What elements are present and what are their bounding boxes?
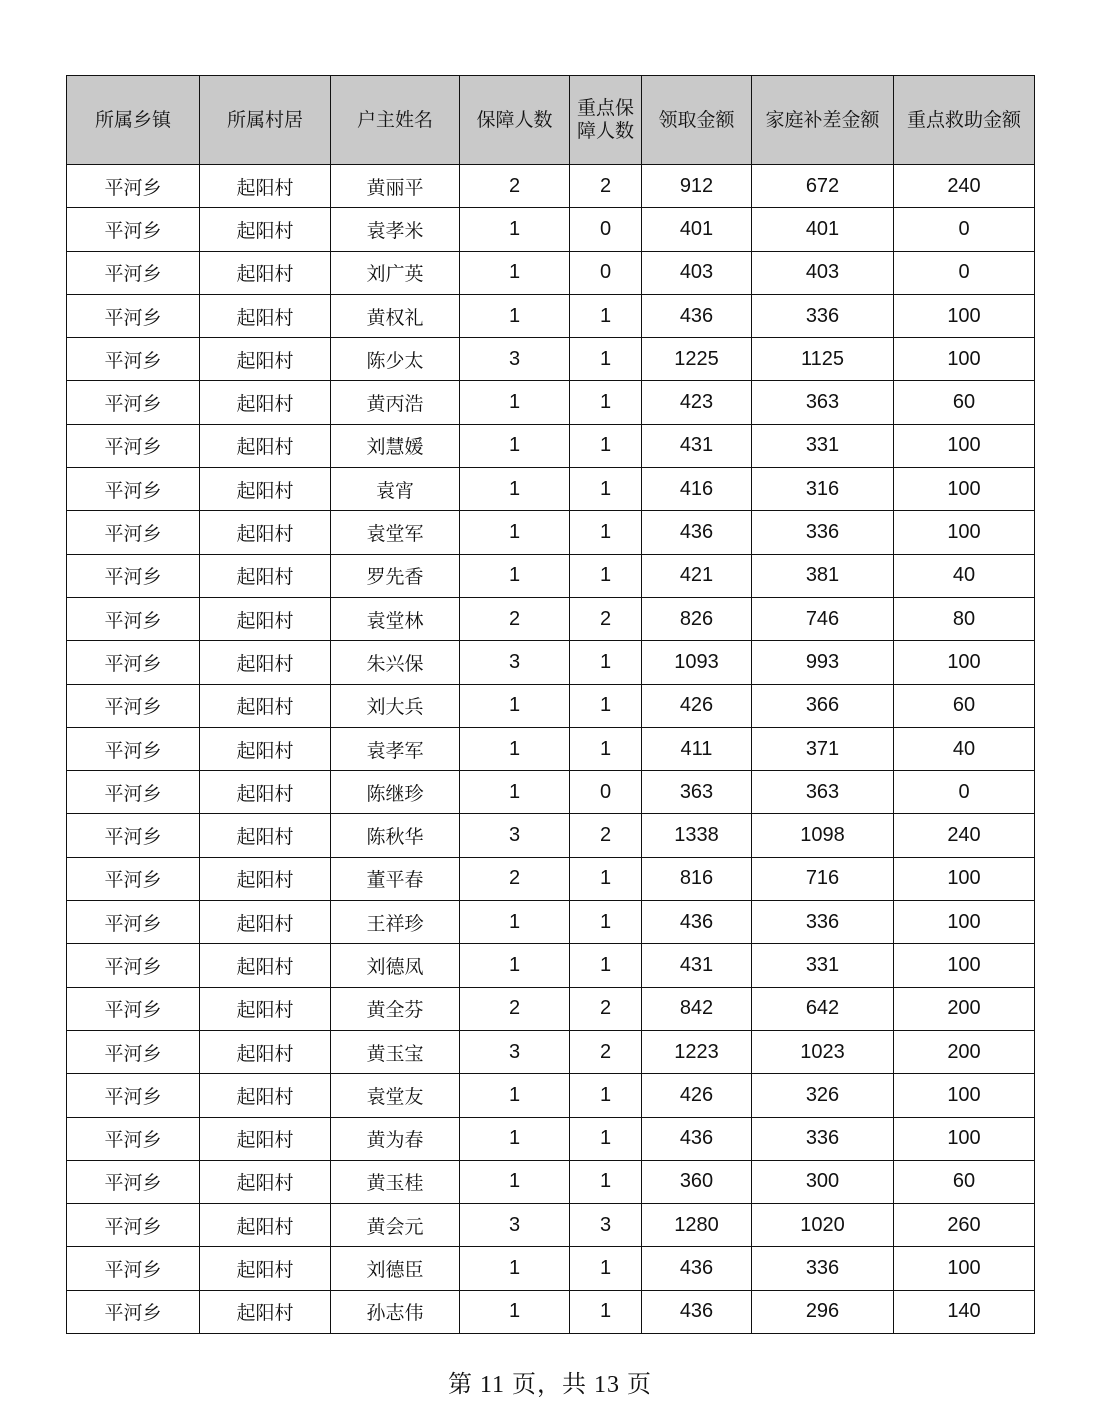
cell-family-supplement: 336 [752,511,894,554]
cell-key-assistance: 100 [894,944,1035,987]
cell-covered-persons: 3 [460,1204,570,1247]
cell-village: 起阳村 [200,338,331,381]
cell-village: 起阳村 [200,1247,331,1290]
cell-householder-name: 袁孝米 [331,208,460,251]
cell-village: 起阳村 [200,944,331,987]
cell-amount-received: 411 [642,727,752,770]
cell-covered-persons: 1 [460,294,570,337]
cell-amount-received: 826 [642,597,752,640]
cell-covered-persons: 1 [460,684,570,727]
cell-amount-received: 436 [642,511,752,554]
cell-covered-persons: 1 [460,944,570,987]
cell-key-assistance: 40 [894,727,1035,770]
cell-covered-persons: 3 [460,1030,570,1073]
cell-householder-name: 罗先香 [331,554,460,597]
cell-householder-name: 陈少太 [331,338,460,381]
cell-key-covered-persons: 1 [570,294,642,337]
cell-key-assistance: 100 [894,857,1035,900]
cell-key-covered-persons: 1 [570,641,642,684]
cell-family-supplement: 316 [752,468,894,511]
cell-family-supplement: 331 [752,944,894,987]
cell-amount-received: 363 [642,771,752,814]
cell-covered-persons: 3 [460,814,570,857]
cell-township: 平河乡 [67,1074,200,1117]
table-row [67,1160,1035,1203]
cell-covered-persons: 2 [460,165,570,208]
header-family-supplement: 家庭补差金额 [752,76,894,165]
table-row [67,338,1035,381]
cell-village: 起阳村 [200,987,331,1030]
cell-householder-name: 黄玉桂 [331,1160,460,1203]
cell-householder-name: 王祥珍 [331,901,460,944]
table-row [67,1030,1035,1073]
header-key-covered-persons-label: 重点保 障人数 [576,97,634,142]
cell-amount-received: 912 [642,165,752,208]
cell-householder-name: 黄全芬 [331,987,460,1030]
cell-amount-received: 436 [642,1290,752,1333]
cell-householder-name: 董平春 [331,857,460,900]
header-village: 所属村居 [200,76,331,165]
table-row [67,901,1035,944]
cell-householder-name: 袁堂林 [331,597,460,640]
cell-township: 平河乡 [67,208,200,251]
cell-covered-persons: 2 [460,597,570,640]
cell-family-supplement: 1023 [752,1030,894,1073]
cell-householder-name: 黄丙浩 [331,381,460,424]
cell-amount-received: 426 [642,684,752,727]
cell-key-assistance: 100 [894,1117,1035,1160]
cell-covered-persons: 1 [460,554,570,597]
cell-key-assistance: 100 [894,424,1035,467]
table-row [67,381,1035,424]
cell-family-supplement: 1098 [752,814,894,857]
cell-family-supplement: 326 [752,1074,894,1117]
table-row [67,511,1035,554]
cell-key-assistance: 100 [894,901,1035,944]
cell-key-covered-persons: 2 [570,1030,642,1073]
cell-key-covered-persons: 2 [570,987,642,1030]
cell-township: 平河乡 [67,857,200,900]
cell-covered-persons: 1 [460,1160,570,1203]
cell-key-covered-persons: 1 [570,944,642,987]
cell-amount-received: 842 [642,987,752,1030]
cell-amount-received: 1093 [642,641,752,684]
header-row [67,76,1035,165]
cell-amount-received: 1338 [642,814,752,857]
cell-covered-persons: 3 [460,641,570,684]
cell-village: 起阳村 [200,424,331,467]
cell-key-covered-persons: 1 [570,338,642,381]
cell-key-assistance: 200 [894,1030,1035,1073]
table-row [67,641,1035,684]
cell-family-supplement: 336 [752,901,894,944]
table-row [67,1290,1035,1333]
cell-householder-name: 袁孝军 [331,727,460,770]
table-row [67,208,1035,251]
cell-amount-received: 423 [642,381,752,424]
table-row [67,1247,1035,1290]
cell-householder-name: 袁堂军 [331,511,460,554]
cell-householder-name: 刘慧媛 [331,424,460,467]
cell-key-assistance: 100 [894,641,1035,684]
table-body [67,165,1035,1334]
cell-village: 起阳村 [200,165,331,208]
cell-amount-received: 401 [642,208,752,251]
table-header [67,76,1035,165]
cell-amount-received: 426 [642,1074,752,1117]
cell-family-supplement: 363 [752,771,894,814]
cell-householder-name: 朱兴保 [331,641,460,684]
table-row [67,944,1035,987]
cell-householder-name: 黄丽平 [331,165,460,208]
cell-township: 平河乡 [67,944,200,987]
cell-householder-name: 黄会元 [331,1204,460,1247]
cell-key-assistance: 100 [894,511,1035,554]
table-row [67,424,1035,467]
cell-householder-name: 刘广英 [331,251,460,294]
cell-township: 平河乡 [67,251,200,294]
table-row [67,597,1035,640]
cell-township: 平河乡 [67,1247,200,1290]
cell-householder-name: 袁宵 [331,468,460,511]
table-row [67,165,1035,208]
cell-township: 平河乡 [67,1204,200,1247]
cell-key-assistance: 200 [894,987,1035,1030]
header-amount-received: 领取金额 [642,76,752,165]
cell-family-supplement: 746 [752,597,894,640]
cell-covered-persons: 1 [460,727,570,770]
cell-family-supplement: 993 [752,641,894,684]
cell-key-covered-persons: 3 [570,1204,642,1247]
cell-key-assistance: 60 [894,381,1035,424]
table-row [67,468,1035,511]
cell-householder-name: 刘德臣 [331,1247,460,1290]
cell-key-assistance: 260 [894,1204,1035,1247]
cell-key-assistance: 0 [894,771,1035,814]
cell-amount-received: 416 [642,468,752,511]
cell-householder-name: 黄权礼 [331,294,460,337]
cell-village: 起阳村 [200,468,331,511]
cell-township: 平河乡 [67,511,200,554]
cell-village: 起阳村 [200,641,331,684]
cell-township: 平河乡 [67,814,200,857]
cell-key-assistance: 140 [894,1290,1035,1333]
cell-key-covered-persons: 2 [570,597,642,640]
cell-village: 起阳村 [200,381,331,424]
cell-township: 平河乡 [67,987,200,1030]
table-row [67,771,1035,814]
cell-village: 起阳村 [200,814,331,857]
cell-amount-received: 421 [642,554,752,597]
cell-township: 平河乡 [67,597,200,640]
table-row [67,1074,1035,1117]
cell-key-covered-persons: 1 [570,381,642,424]
cell-key-assistance: 100 [894,294,1035,337]
table-row [67,684,1035,727]
cell-covered-persons: 1 [460,381,570,424]
cell-covered-persons: 2 [460,987,570,1030]
cell-key-covered-persons: 1 [570,684,642,727]
cell-key-assistance: 40 [894,554,1035,597]
cell-covered-persons: 1 [460,1074,570,1117]
cell-village: 起阳村 [200,554,331,597]
cell-covered-persons: 1 [460,901,570,944]
cell-township: 平河乡 [67,1030,200,1073]
cell-covered-persons: 1 [460,1117,570,1160]
cell-key-covered-persons: 1 [570,857,642,900]
cell-village: 起阳村 [200,1074,331,1117]
cell-amount-received: 403 [642,251,752,294]
cell-key-assistance: 60 [894,1160,1035,1203]
cell-township: 平河乡 [67,684,200,727]
cell-township: 平河乡 [67,468,200,511]
cell-key-covered-persons: 1 [570,1290,642,1333]
cell-key-covered-persons: 1 [570,511,642,554]
cell-family-supplement: 1020 [752,1204,894,1247]
cell-amount-received: 360 [642,1160,752,1203]
cell-village: 起阳村 [200,684,331,727]
cell-family-supplement: 296 [752,1290,894,1333]
cell-amount-received: 1280 [642,1204,752,1247]
cell-village: 起阳村 [200,1117,331,1160]
cell-amount-received: 816 [642,857,752,900]
cell-family-supplement: 401 [752,208,894,251]
header-key-assistance: 重点救助金额 [894,76,1035,165]
cell-amount-received: 436 [642,1117,752,1160]
cell-covered-persons: 1 [460,468,570,511]
cell-key-assistance: 0 [894,208,1035,251]
cell-family-supplement: 642 [752,987,894,1030]
cell-village: 起阳村 [200,251,331,294]
cell-key-assistance: 100 [894,468,1035,511]
cell-key-covered-persons: 1 [570,424,642,467]
header-township: 所属乡镇 [67,76,200,165]
cell-amount-received: 436 [642,901,752,944]
cell-township: 平河乡 [67,1290,200,1333]
page-number: 第 11 页，共 13 页 [447,1372,653,1398]
cell-key-assistance: 240 [894,165,1035,208]
cell-family-supplement: 381 [752,554,894,597]
cell-amount-received: 436 [642,294,752,337]
cell-village: 起阳村 [200,1290,331,1333]
header-householder-name: 户主姓名 [331,76,460,165]
cell-township: 平河乡 [67,901,200,944]
cell-key-covered-persons: 0 [570,251,642,294]
cell-village: 起阳村 [200,1204,331,1247]
cell-key-covered-persons: 0 [570,208,642,251]
cell-key-assistance: 100 [894,1247,1035,1290]
cell-family-supplement: 336 [752,294,894,337]
cell-amount-received: 1223 [642,1030,752,1073]
header-key-covered-persons [570,76,642,165]
cell-township: 平河乡 [67,338,200,381]
cell-village: 起阳村 [200,1160,331,1203]
cell-township: 平河乡 [67,1160,200,1203]
cell-covered-persons: 1 [460,424,570,467]
cell-key-covered-persons: 1 [570,468,642,511]
cell-amount-received: 431 [642,944,752,987]
cell-township: 平河乡 [67,294,200,337]
cell-amount-received: 431 [642,424,752,467]
cell-family-supplement: 1125 [752,338,894,381]
cell-key-covered-persons: 1 [570,727,642,770]
table-row [67,294,1035,337]
cell-key-covered-persons: 1 [570,554,642,597]
cell-covered-persons: 2 [460,857,570,900]
cell-family-supplement: 363 [752,381,894,424]
cell-covered-persons: 1 [460,1247,570,1290]
cell-covered-persons: 1 [460,1290,570,1333]
cell-village: 起阳村 [200,857,331,900]
cell-key-assistance: 240 [894,814,1035,857]
cell-family-supplement: 336 [752,1247,894,1290]
cell-key-assistance: 100 [894,1074,1035,1117]
cell-village: 起阳村 [200,597,331,640]
cell-key-assistance: 60 [894,684,1035,727]
cell-family-supplement: 336 [752,1117,894,1160]
cell-township: 平河乡 [67,641,200,684]
cell-key-covered-persons: 1 [570,1160,642,1203]
table-row [67,554,1035,597]
cell-amount-received: 436 [642,1247,752,1290]
cell-family-supplement: 672 [752,165,894,208]
cell-householder-name: 孙志伟 [331,1290,460,1333]
cell-township: 平河乡 [67,424,200,467]
header-covered-persons: 保障人数 [460,76,570,165]
cell-family-supplement: 331 [752,424,894,467]
cell-key-assistance: 100 [894,338,1035,381]
cell-householder-name: 黄玉宝 [331,1030,460,1073]
cell-village: 起阳村 [200,771,331,814]
cell-family-supplement: 300 [752,1160,894,1203]
cell-householder-name: 陈秋华 [331,814,460,857]
cell-key-covered-persons: 2 [570,165,642,208]
cell-family-supplement: 403 [752,251,894,294]
cell-township: 平河乡 [67,727,200,770]
cell-householder-name: 刘德凤 [331,944,460,987]
cell-covered-persons: 1 [460,251,570,294]
table-row [67,987,1035,1030]
table-row [67,814,1035,857]
cell-covered-persons: 3 [460,338,570,381]
cell-covered-persons: 1 [460,511,570,554]
cell-village: 起阳村 [200,901,331,944]
cell-key-covered-persons: 1 [570,901,642,944]
table-row [67,857,1035,900]
table-row [67,727,1035,770]
cell-covered-persons: 1 [460,208,570,251]
cell-township: 平河乡 [67,554,200,597]
table-row [67,1204,1035,1247]
cell-key-assistance: 80 [894,597,1035,640]
cell-key-covered-persons: 0 [570,771,642,814]
cell-householder-name: 袁堂友 [331,1074,460,1117]
cell-key-covered-persons: 1 [570,1247,642,1290]
cell-village: 起阳村 [200,294,331,337]
cell-township: 平河乡 [67,1117,200,1160]
cell-township: 平河乡 [67,165,200,208]
cell-key-covered-persons: 1 [570,1074,642,1117]
cell-township: 平河乡 [67,771,200,814]
cell-key-covered-persons: 1 [570,1117,642,1160]
assistance-table [66,75,1035,1334]
cell-householder-name: 陈继珍 [331,771,460,814]
cell-township: 平河乡 [67,381,200,424]
cell-householder-name: 黄为春 [331,1117,460,1160]
cell-amount-received: 1225 [642,338,752,381]
cell-family-supplement: 716 [752,857,894,900]
cell-village: 起阳村 [200,208,331,251]
cell-family-supplement: 371 [752,727,894,770]
table-row [67,251,1035,294]
cell-village: 起阳村 [200,727,331,770]
cell-village: 起阳村 [200,1030,331,1073]
table-row [67,1117,1035,1160]
cell-family-supplement: 366 [752,684,894,727]
cell-householder-name: 刘大兵 [331,684,460,727]
cell-covered-persons: 1 [460,771,570,814]
cell-key-covered-persons: 2 [570,814,642,857]
cell-village: 起阳村 [200,511,331,554]
cell-key-assistance: 0 [894,251,1035,294]
